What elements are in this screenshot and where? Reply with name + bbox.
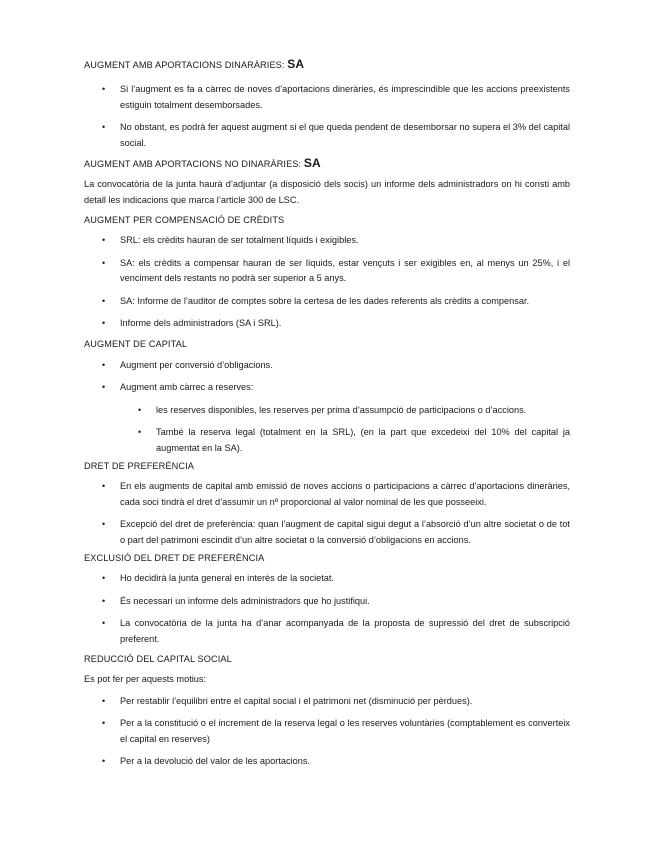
section-heading	[84, 157, 570, 171]
bullet-icon: •	[102, 695, 106, 706]
list-item-text: les reserves disponibles, les reserves per prima d’assumpció de participacions o d’accions.	[156, 404, 527, 415]
section-heading: REDUCCIÓ DEL CAPITAL SOCIAL	[84, 654, 232, 664]
list-item	[84, 479, 570, 510]
bullet-icon: •	[102, 618, 106, 628]
list-item-text: SA: Informe de l’auditor de comptes sobre la certesa de les dades referents als crèdits a compensar.	[120, 295, 530, 306]
list-item-text: La convocatòria de la junta ha d’anar acompanyada de la proposta de supressió del dret de subscripció preferent.	[120, 618, 570, 644]
list-item	[84, 316, 570, 332]
bullet-icon: •	[102, 257, 106, 268]
bullet-icon: •	[102, 481, 106, 491]
section-heading: DRET DE PREFERÈNCIA	[84, 461, 194, 471]
bullet-icon: •	[138, 427, 142, 437]
bullet-icon: •	[102, 573, 106, 583]
bullet-icon: •	[102, 318, 106, 328]
sub-list-item	[84, 425, 570, 456]
section-paragraph: Es pot fer per aquests motius:	[84, 674, 207, 684]
bullet-icon: •	[102, 718, 106, 728]
document-page	[84, 58, 570, 770]
bullet-icon: •	[102, 359, 106, 370]
list-item	[84, 716, 570, 747]
list-item-text: Per a la devolució del valor de les aportacions.	[120, 756, 310, 766]
heading-suffix: SA	[303, 156, 321, 170]
list-item-text: Augment amb càrrec a reserves:	[120, 382, 254, 392]
bullet-icon: •	[102, 595, 106, 606]
list-item-text: SA: els crèdits a compensar hauran de ser líquids, estar vençuts i ser exigibles en, al menys un 25%, i el venciment dels restants no podrà ser superior a 5 anys.	[120, 257, 570, 283]
list-item-text: Excepció del dret de preferència: quan l’augment de capital sigui degut a l’absorció d’un altre societat o de tot o part del patrimoni escindit d’un altre societat o la conversió d’obligacions en accions.	[120, 519, 570, 545]
list-item	[84, 571, 570, 587]
list-item	[84, 294, 570, 310]
heading-text: AUGMENT AMB APORTACIONS DINARÀRIES:	[84, 60, 285, 70]
list-item	[84, 754, 570, 770]
section-augment-capital	[84, 338, 570, 457]
list-item-text: És necessari un informe dels administradors que ho justifiqui.	[120, 595, 370, 606]
list-item	[84, 120, 570, 151]
bullet-icon: •	[102, 756, 106, 766]
list-item-text: Per restablir l’equilibri entre el capital social i el patrimoni net (disminució per pèrdues).	[120, 695, 473, 706]
list-item-text: Per a la constitució o el increment de la reserva legal o les reserves voluntàries (comptablement es converteix el capital en reserves)	[120, 718, 570, 744]
sub-list-item	[84, 403, 570, 419]
list-item	[84, 82, 570, 113]
section-heading	[84, 58, 570, 72]
list-item	[84, 594, 570, 610]
bullet-icon: •	[138, 404, 142, 415]
section-heading: AUGMENT PER COMPENSACIÓ DE CRÈDITS	[84, 215, 285, 225]
bullet-icon: •	[102, 235, 106, 245]
list-item	[84, 694, 570, 710]
heading-text: AUGMENT AMB APORTACIONS NO DINARÀRIES:	[84, 159, 302, 169]
section-heading: AUGMENT DE CAPITAL	[84, 338, 188, 349]
section-dret-preferencia	[84, 460, 570, 548]
list-item-text: Si l’augment es fa a càrrec de noves d’aportacions dineràries, és imprescindible que les accions preexistents estiguin totalment desemborsades.	[120, 84, 570, 110]
list-item-text: SRL: els crèdits hauran de ser totalment líquids i exigibles.	[120, 235, 359, 245]
bullet-icon: •	[102, 382, 106, 392]
list-item-text: No obstant, es podrà fer aquest augment si el que queda pendent de desemborsar no supera el 3% del capital social.	[120, 122, 570, 148]
list-item-text: Augment per conversió d’obligacions.	[120, 359, 273, 370]
bullet-icon: •	[102, 295, 106, 306]
bullet-icon: •	[102, 84, 106, 94]
list-item	[84, 358, 570, 374]
section-compensacio-credits	[84, 214, 570, 332]
section-exclusio-dret-preferencia	[84, 552, 570, 647]
list-item	[84, 517, 570, 548]
list-item	[84, 380, 570, 396]
section-heading: EXCLUSIÓ DEL DRET DE PREFERÈNCIA	[84, 553, 265, 563]
list-item-text: En els augments de capital amb emissió de noves accions o participacions a càrrec d’aportacions dineràries, cada soci tindrà el dret d’assumir un nº proporcional al valor nominal de les que posseeixi.	[120, 481, 570, 507]
list-item	[84, 256, 570, 287]
list-item-text: Ho decidirà la junta general en interès de la societat.	[120, 573, 334, 583]
section-reduccio-capital	[84, 653, 570, 770]
heading-suffix: SA	[287, 57, 305, 71]
bullet-icon: •	[102, 122, 106, 132]
section-augment-no-dineraries	[84, 157, 570, 208]
section-paragraph: La convocatòria de la junta haurà d’adjuntar (a disposició dels socis) un informe dels administradors on hi consti amb detall les indicacions que marca l’article 300 de LSC.	[84, 179, 570, 205]
section-augment-dineraries	[84, 58, 570, 151]
list-item	[84, 233, 570, 249]
list-item-text: Informe dels administradors (SA i SRL).	[120, 318, 282, 328]
bullet-icon: •	[102, 519, 106, 529]
list-item	[84, 616, 570, 647]
list-item-text: També la reserva legal (totalment en la SRL), (en la part que excedeixi del 10% del capital ja augmentat en la SA).	[156, 427, 570, 453]
